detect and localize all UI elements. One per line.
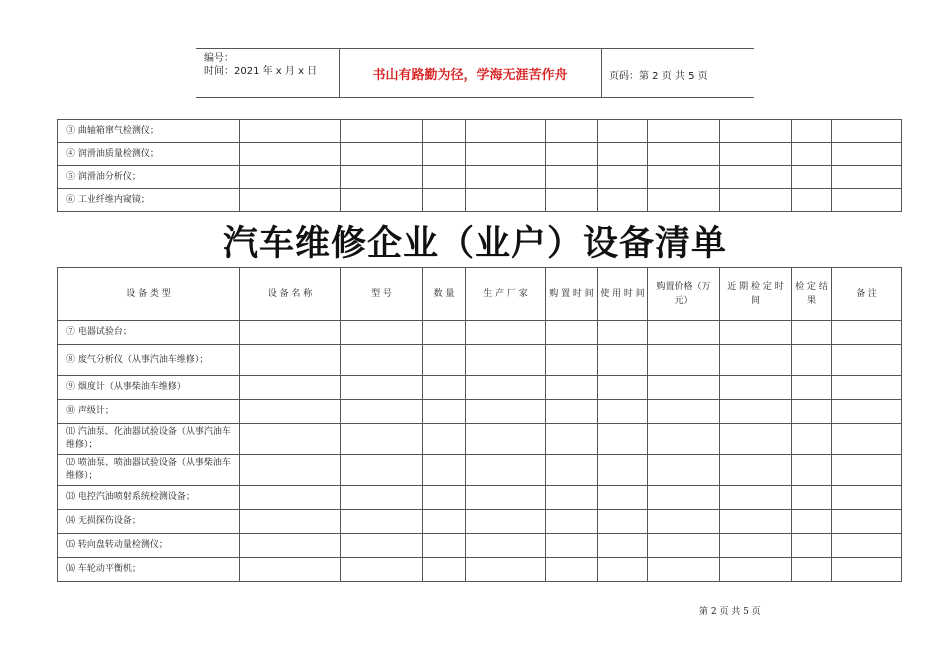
column-header: 数 量 xyxy=(423,268,466,321)
empty-cell xyxy=(546,400,598,424)
empty-cell xyxy=(598,510,648,534)
empty-cell xyxy=(546,455,598,486)
empty-cell xyxy=(341,189,423,212)
empty-cell xyxy=(240,510,341,534)
table-row xyxy=(58,321,902,345)
empty-cell xyxy=(240,189,341,212)
empty-cell xyxy=(648,510,720,534)
empty-cell xyxy=(546,345,598,376)
empty-cell xyxy=(341,455,423,486)
number-label: 编号： xyxy=(204,53,234,64)
empty-cell xyxy=(832,321,902,345)
column-header: 设 备 类 型 xyxy=(58,268,240,321)
empty-cell xyxy=(341,345,423,376)
empty-cell xyxy=(423,510,466,534)
header-meta xyxy=(204,52,317,78)
empty-cell xyxy=(792,321,832,345)
empty-cell xyxy=(598,486,648,510)
empty-cell xyxy=(466,424,546,455)
empty-cell xyxy=(341,424,423,455)
empty-cell xyxy=(423,120,466,143)
empty-cell xyxy=(792,376,832,400)
table-header-row xyxy=(58,268,902,321)
empty-cell xyxy=(341,143,423,166)
empty-cell xyxy=(598,166,648,189)
empty-cell xyxy=(792,424,832,455)
empty-cell xyxy=(832,345,902,376)
equipment-type-cell: ④ 润滑油质量检测仪； xyxy=(58,143,240,166)
column-header: 使 用 时 间 xyxy=(598,268,648,321)
empty-cell xyxy=(832,143,902,166)
empty-cell xyxy=(423,400,466,424)
empty-cell xyxy=(792,510,832,534)
equipment-type-cell: ⒀ 电控汽油喷射系统检测设备； xyxy=(58,486,240,510)
table-row xyxy=(58,376,902,400)
table-row xyxy=(58,400,902,424)
header-divider xyxy=(601,49,602,97)
empty-cell xyxy=(546,166,598,189)
empty-cell xyxy=(832,120,902,143)
empty-cell xyxy=(792,400,832,424)
empty-cell xyxy=(546,321,598,345)
empty-cell xyxy=(832,534,902,558)
empty-cell xyxy=(240,143,341,166)
header-page-number: 页码：第 2 页 共 5 页 xyxy=(609,71,708,82)
table-row xyxy=(58,455,902,486)
empty-cell xyxy=(720,345,792,376)
equipment-table-continued xyxy=(57,119,902,212)
empty-cell xyxy=(720,534,792,558)
empty-cell xyxy=(720,189,792,212)
table-row xyxy=(58,120,902,143)
column-header: 生 产 厂 家 xyxy=(466,268,546,321)
empty-cell xyxy=(792,189,832,212)
empty-cell xyxy=(598,321,648,345)
empty-cell xyxy=(240,166,341,189)
document-title: 汽车维修企业（业户）设备清单 xyxy=(222,224,727,264)
empty-cell xyxy=(648,534,720,558)
empty-cell xyxy=(546,143,598,166)
empty-cell xyxy=(423,376,466,400)
empty-cell xyxy=(341,558,423,582)
empty-cell xyxy=(240,345,341,376)
empty-cell xyxy=(720,120,792,143)
table-row xyxy=(58,143,902,166)
page-footer: 第 2 页 共 5 页 xyxy=(699,607,761,617)
empty-cell xyxy=(598,189,648,212)
table-row xyxy=(58,189,902,212)
empty-cell xyxy=(648,189,720,212)
empty-cell xyxy=(466,166,546,189)
empty-cell xyxy=(423,321,466,345)
empty-cell xyxy=(466,120,546,143)
empty-cell xyxy=(720,166,792,189)
empty-cell xyxy=(341,376,423,400)
empty-cell xyxy=(832,424,902,455)
table-row xyxy=(58,424,902,455)
empty-cell xyxy=(240,321,341,345)
empty-cell xyxy=(720,510,792,534)
empty-cell xyxy=(832,558,902,582)
equipment-type-cell: ⑥ 工业纤维内窥镜； xyxy=(58,189,240,212)
empty-cell xyxy=(546,558,598,582)
empty-cell xyxy=(466,376,546,400)
column-header: 近 期 检 定 时 间 xyxy=(720,268,792,321)
equipment-type-cell: ⒂ 转向盘转动量检测仪； xyxy=(58,534,240,558)
equipment-type-cell: ⒁ 无损探伤设备； xyxy=(58,510,240,534)
empty-cell xyxy=(648,143,720,166)
equipment-type-cell: ⑦ 电器试验台； xyxy=(58,321,240,345)
column-header: 型 号 xyxy=(341,268,423,321)
empty-cell xyxy=(720,486,792,510)
empty-cell xyxy=(792,534,832,558)
empty-cell xyxy=(341,534,423,558)
empty-cell xyxy=(792,558,832,582)
empty-cell xyxy=(341,166,423,189)
header-motto: 书山有路勤为径，学海无涯苦作舟 xyxy=(372,68,568,83)
column-header: 检 定 结 果 xyxy=(792,268,832,321)
empty-cell xyxy=(466,534,546,558)
empty-cell xyxy=(423,455,466,486)
empty-cell xyxy=(240,400,341,424)
empty-cell xyxy=(720,321,792,345)
empty-cell xyxy=(648,120,720,143)
empty-cell xyxy=(832,189,902,212)
empty-cell xyxy=(720,400,792,424)
empty-cell xyxy=(423,558,466,582)
empty-cell xyxy=(546,424,598,455)
empty-cell xyxy=(466,189,546,212)
empty-cell xyxy=(423,534,466,558)
empty-cell xyxy=(792,455,832,486)
empty-cell xyxy=(648,486,720,510)
empty-cell xyxy=(423,345,466,376)
equipment-type-cell: ⑨ 烟度计（从事柴油车维修） xyxy=(58,376,240,400)
empty-cell xyxy=(792,143,832,166)
empty-cell xyxy=(341,400,423,424)
empty-cell xyxy=(466,510,546,534)
equipment-type-cell: ③ 曲轴箱窜气检测仪； xyxy=(58,120,240,143)
empty-cell xyxy=(423,189,466,212)
empty-cell xyxy=(546,486,598,510)
empty-cell xyxy=(341,120,423,143)
empty-cell xyxy=(546,189,598,212)
empty-cell xyxy=(648,345,720,376)
empty-cell xyxy=(832,510,902,534)
empty-cell xyxy=(648,321,720,345)
date-label: 时间：2021 年 x 月 x 日 xyxy=(204,66,318,77)
table-row xyxy=(58,345,902,376)
table-row xyxy=(58,534,902,558)
empty-cell xyxy=(546,510,598,534)
column-header: 设 备 名 称 xyxy=(240,268,341,321)
empty-cell xyxy=(832,166,902,189)
empty-cell xyxy=(466,400,546,424)
empty-cell xyxy=(546,376,598,400)
empty-cell xyxy=(466,486,546,510)
empty-cell xyxy=(648,376,720,400)
empty-cell xyxy=(341,486,423,510)
empty-cell xyxy=(240,486,341,510)
empty-cell xyxy=(466,558,546,582)
table-row xyxy=(58,486,902,510)
empty-cell xyxy=(648,400,720,424)
empty-cell xyxy=(598,534,648,558)
empty-cell xyxy=(832,400,902,424)
empty-cell xyxy=(648,166,720,189)
empty-cell xyxy=(832,455,902,486)
empty-cell xyxy=(720,143,792,166)
equipment-table xyxy=(57,267,902,582)
empty-cell xyxy=(423,166,466,189)
empty-cell xyxy=(423,424,466,455)
equipment-type-cell: ⑤ 润滑油分析仪； xyxy=(58,166,240,189)
empty-cell xyxy=(341,510,423,534)
empty-cell xyxy=(240,424,341,455)
empty-cell xyxy=(720,376,792,400)
equipment-type-cell: ⑿ 喷油泵、喷油器试验设备（从事柴油车维修）； xyxy=(58,455,240,486)
empty-cell xyxy=(240,120,341,143)
equipment-type-cell: ⑩ 声级计； xyxy=(58,400,240,424)
table-row xyxy=(58,558,902,582)
empty-cell xyxy=(466,455,546,486)
empty-cell xyxy=(792,486,832,510)
empty-cell xyxy=(720,424,792,455)
column-header: 购置价格（万元） xyxy=(648,268,720,321)
empty-cell xyxy=(648,424,720,455)
column-header: 购 置 时 间 xyxy=(546,268,598,321)
column-header: 备 注 xyxy=(832,268,902,321)
empty-cell xyxy=(792,166,832,189)
empty-cell xyxy=(423,486,466,510)
empty-cell xyxy=(792,120,832,143)
empty-cell xyxy=(598,345,648,376)
empty-cell xyxy=(466,143,546,166)
table-row xyxy=(58,510,902,534)
empty-cell xyxy=(648,558,720,582)
equipment-type-cell: ⑾ 汽油泵、化油器试验设备（从事汽油车维修）； xyxy=(58,424,240,455)
empty-cell xyxy=(598,424,648,455)
empty-cell xyxy=(792,345,832,376)
equipment-type-cell: ⒃ 车轮动平衡机； xyxy=(58,558,240,582)
empty-cell xyxy=(240,455,341,486)
equipment-type-cell: ⑧ 废气分析仪（从事汽油车维修）； xyxy=(58,345,240,376)
empty-cell xyxy=(598,376,648,400)
empty-cell xyxy=(832,376,902,400)
empty-cell xyxy=(240,376,341,400)
empty-cell xyxy=(598,143,648,166)
empty-cell xyxy=(466,321,546,345)
table-row xyxy=(58,166,902,189)
empty-cell xyxy=(546,534,598,558)
empty-cell xyxy=(546,120,598,143)
empty-cell xyxy=(240,558,341,582)
empty-cell xyxy=(720,455,792,486)
empty-cell xyxy=(341,321,423,345)
empty-cell xyxy=(423,143,466,166)
empty-cell xyxy=(832,486,902,510)
empty-cell xyxy=(598,455,648,486)
empty-cell xyxy=(240,534,341,558)
empty-cell xyxy=(598,120,648,143)
empty-cell xyxy=(648,455,720,486)
empty-cell xyxy=(720,558,792,582)
empty-cell xyxy=(466,345,546,376)
document-header xyxy=(196,48,754,98)
empty-cell xyxy=(598,558,648,582)
empty-cell xyxy=(598,400,648,424)
